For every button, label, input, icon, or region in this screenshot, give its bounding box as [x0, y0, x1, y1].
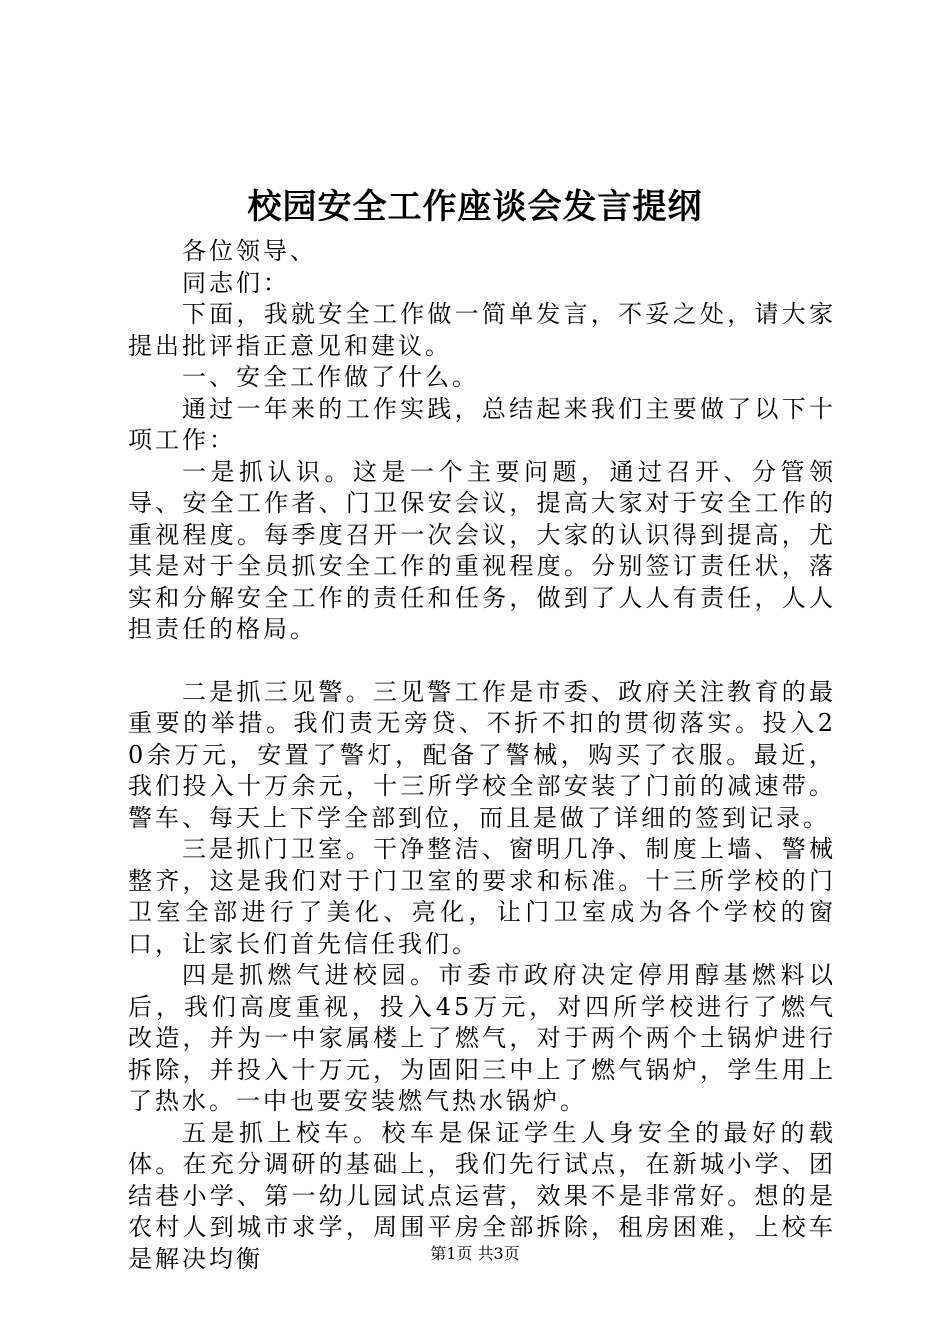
item-4-paragraph: 四是抓燃气进校园。市委市政府决定停用醇基燃料以后，我们高度重视，投入45万元，对四所学校进行了燃气改造，并为一中家属楼上了燃气，对于两个两个土锅炉进行拆除，并投入十万元，为固阳三中上了燃气锅炉，学生用上了热水。一中也要安装燃气热水锅炉。	[128, 961, 836, 1115]
item-3-paragraph: 三是抓门卫室。干净整洁、窗明几净、制度上墙、警械整齐，这是我们对于门卫室的要求和标准。十三所学校的门卫室全部进行了美化、亮化，让门卫室成为各个学校的窗口，让家长们首先信任我们。	[128, 835, 836, 958]
summary-paragraph: 通过一年来的工作实践，总结起来我们主要做了以下十项工作：	[128, 394, 836, 454]
item-2-paragraph: 二是抓三见警。三见警工作是市委、政府关注教育的最重要的举措。我们责无旁贷、不折不扣的贯彻落实。投入20余万元，安置了警灯，配备了警械，购买了衣服。最近，我们投入十万余元，十三所学校全部安装了门前的减速带。警车、每天上下学全部到位，而且是做了详细的签到记录。	[128, 677, 836, 832]
section-heading-1: 一、安全工作做了什么。	[182, 363, 479, 391]
item-1-paragraph: 一是抓认识。这是一个主要问题，通过召开、分管领导、安全工作者、门卫保安会议，提高大家对于安全工作的重视程度。每季度召开一次会议，大家的认识得到提高，尤其是对于全员抓安全工作的重视程度。分别签订责任状，落实和分解安全工作的责任和任务，做到了人人有责任，人人担责任的格局。	[128, 457, 836, 643]
document-body	[128, 236, 836, 1275]
page-number-footer: 第1页 共3页	[430, 1244, 520, 1263]
item-5-paragraph: 五是抓上校车。校车是保证学生人身安全的最好的载体。在充分调研的基础上，我们先行试点，在新城小学、团结巷小学、第一幼儿园试点运营，效果不是非常好。想的是农村人到城市求学，周围平房全部拆除，租房困难，上校车是解决均衡	[128, 1118, 836, 1273]
salutation-leaders: 各位领导、	[182, 237, 317, 265]
document-title: 校园安全工作座谈会发言提纲	[247, 187, 703, 227]
salutation-comrades: 同志们：	[182, 268, 290, 297]
opening-paragraph: 下面，我就安全工作做一简单发言，不妥之处，请大家提出批评指正意见和建议。	[128, 300, 836, 360]
